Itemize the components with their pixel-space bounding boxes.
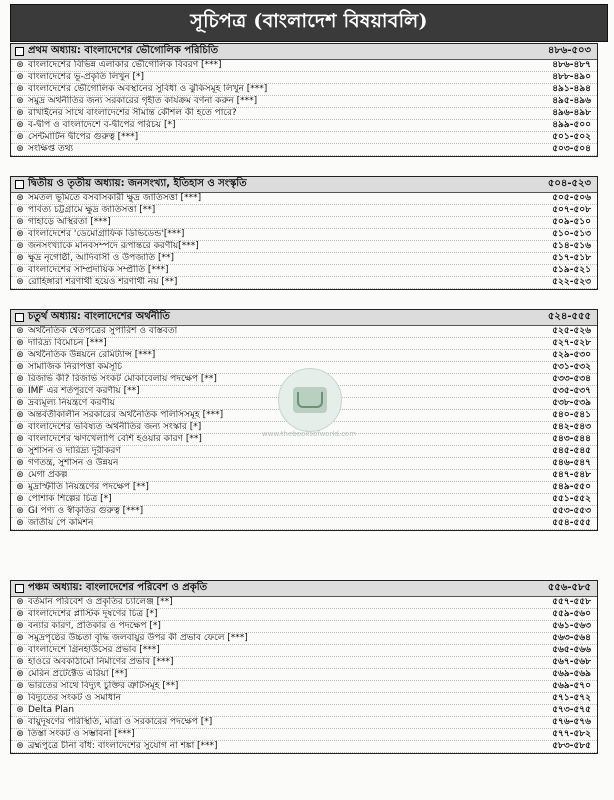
toc-entry-pages: ৫১৯-৫২১ — [552, 265, 591, 275]
toc-entry-text: সমুদ্রপৃষ্ঠের উচ্চতা বৃদ্ধি জলবায়ুর উপর কী প্রভাব ফেলে [***] — [28, 633, 248, 643]
toc-entry-left — [15, 669, 127, 680]
toc-entry-pages: ৫০৫-৫০৬ — [552, 193, 591, 203]
toc-entry-left — [15, 609, 158, 620]
bullet-icon: ⊛ — [16, 446, 24, 456]
toc-entry-text: সেন্টমার্টিন দ্বীপের গুরুত্ব [***] — [28, 132, 139, 142]
toc-entry-left — [15, 253, 174, 264]
toc-entry-left — [15, 470, 67, 481]
bullet-icon: ⊛ — [16, 132, 24, 142]
watermark-logo — [278, 368, 342, 432]
bullet-icon: ⊛ — [16, 374, 24, 384]
toc-entry — [11, 84, 597, 96]
toc-entry — [11, 193, 597, 205]
toc-entry — [11, 597, 597, 609]
bullet-icon: ⊛ — [16, 120, 24, 130]
toc-entry-text: রাখাইনের সাথে বাংলাদেশের সীমান্ত কৌশল কী হতে পারে? — [28, 108, 237, 118]
toc-entry-text: জাতীয় পে কমিশন — [28, 518, 94, 528]
toc-entry-left — [15, 132, 138, 143]
toc-entry — [11, 705, 597, 717]
toc-entry-left — [15, 205, 155, 216]
toc-entry-left — [15, 482, 149, 493]
toc-entry-pages: ৫২৯-৫৩০ — [552, 350, 591, 360]
toc-entry-text: তিস্তা সংকট ও সম্ভাবনা [***] — [28, 729, 135, 739]
bullet-icon: ⊛ — [16, 253, 24, 263]
chapter-title: প্রথম অধ্যায়: বাংলাদেশের ভৌগোলিক পরিচিতি — [28, 45, 219, 56]
toc-entry-left — [15, 108, 237, 119]
toc-entry-pages: ৫৪৬-৫৪৭ — [552, 458, 591, 468]
toc-entry — [11, 506, 597, 518]
section-chapter-2-3 — [10, 176, 598, 290]
bullet-icon: ⊛ — [16, 494, 24, 504]
bullet-icon: ⊛ — [16, 229, 24, 239]
toc-entry-left — [15, 277, 177, 288]
page-title-banner — [10, 4, 608, 42]
bullet-icon: ⊛ — [16, 633, 24, 643]
checkbox-icon — [15, 584, 24, 593]
bullet-icon: ⊛ — [16, 434, 24, 444]
toc-entry-left — [15, 446, 121, 457]
toc-entry — [11, 657, 597, 669]
toc-entry — [11, 645, 597, 657]
chapter-title-wrap — [15, 176, 247, 193]
bullet-icon: ⊛ — [16, 326, 24, 336]
chapter-title-wrap — [15, 43, 218, 60]
toc-entry — [11, 458, 597, 470]
toc-entry-text: IMF এর শর্তপূরণে করণীয় [**] — [28, 386, 140, 396]
bullet-icon: ⊛ — [16, 96, 24, 106]
toc-entry-pages: ৫০৭-৫০৮ — [552, 205, 591, 215]
toc-entry — [11, 681, 597, 693]
toc-entry-text: বাংলাদেশের ভূ-প্রকৃতি লিখুন [*] — [28, 72, 145, 82]
chapter-header — [11, 581, 597, 597]
page-title: সূচিপত্র (বাংলাদেশ বিষয়াবলি) — [190, 10, 428, 32]
bullet-icon: ⊛ — [16, 506, 24, 516]
chapter-title: চতুর্থ অধ্যায়: বাংলাদেশের অর্থনীতি — [28, 311, 170, 322]
chapter-header — [11, 310, 597, 326]
bullet-icon: ⊛ — [16, 277, 24, 287]
toc-entry-pages: ৫৫৭-৫৫৮ — [552, 597, 591, 607]
toc-entry-text: মুদ্রাস্ফীতি নিয়ন্ত্রণের পদক্ষেপ [**] — [28, 482, 149, 492]
toc-entry-pages: ৫০৯-৫১০ — [552, 217, 591, 227]
toc-entry-pages: ৫১৭-৫১৮ — [552, 253, 591, 263]
book-icon — [293, 387, 327, 413]
chapter-pages: ৫০৪-৫২৩ — [547, 178, 591, 189]
toc-entry-left — [15, 681, 178, 692]
toc-entry-left — [15, 645, 160, 656]
toc-entry-pages: ৫৭৩-৫৭৫ — [552, 705, 591, 715]
toc-entry-pages: ৫৫৪-৫৫৫ — [552, 518, 591, 528]
toc-entry-pages: ৫৩৫-৫৩৭ — [552, 386, 591, 396]
toc-entry-text: অন্তর্বর্তীকালীন সরকারের অর্থনৈতিক পলিসিসমূহ [***] — [28, 410, 224, 420]
toc-entry-text: ব-দ্বীপ ও বাংলাদেশে ব-দ্বীপের পরিচয় [*] — [28, 120, 176, 130]
toc-entry-left — [15, 326, 177, 337]
chapter-pages: ৫৫৬-৫৮৫ — [547, 582, 591, 593]
watermark-text: www.thebooksofworld.com — [262, 430, 357, 438]
toc-entry-text: বাংলাদেশের ভৌগোলিক অবস্থানের সুবিধা ও ঝুঁকিসমূহ লিখুন [***] — [28, 84, 268, 94]
bullet-icon: ⊛ — [16, 482, 24, 492]
bullet-icon: ⊛ — [16, 205, 24, 215]
toc-entry-pages: ৪৮৬-৪৮৭ — [552, 60, 591, 70]
toc-entry-left — [15, 597, 173, 608]
bullet-icon: ⊛ — [16, 741, 24, 751]
bullet-icon: ⊛ — [16, 458, 24, 468]
bullet-icon: ⊛ — [16, 84, 24, 94]
bullet-icon: ⊛ — [16, 669, 24, 679]
toc-entry-pages: ৫০৩-৫০৪ — [552, 144, 591, 154]
chapter-title: পঞ্চম অধ্যায়: বাংলাদেশের পরিবেশ ও প্রকৃতি — [28, 582, 208, 593]
toc-entry-text: ব্রহ্মপুত্রে চীনা বাঁধ: বাংলাদেশের সুযোগ না শঙ্কা [***] — [28, 741, 218, 751]
toc-entry — [11, 693, 597, 705]
toc-entry-pages: ৫৪০-৫৪১ — [552, 410, 591, 420]
toc-entry-pages: ৫৪৯-৫৫০ — [552, 482, 591, 492]
chapter-title-wrap — [15, 309, 170, 326]
toc-entry-pages: ৫৭৭-৫৮২ — [552, 729, 591, 739]
toc-entry-left — [15, 434, 202, 445]
toc-entry-text: পোশাক শিল্পের চিত্র [*] — [28, 494, 112, 504]
toc-entry-left — [15, 72, 144, 83]
bullet-icon: ⊛ — [16, 386, 24, 396]
toc-entry — [11, 621, 597, 633]
toc-entry-left — [15, 657, 173, 668]
toc-entry — [11, 253, 597, 265]
bullet-icon: ⊛ — [16, 362, 24, 372]
toc-entry-text: মেরিন প্রটেক্টেড এরিয়া [**] — [28, 669, 128, 679]
checkbox-icon — [15, 180, 24, 189]
toc-entry-text: রোহিঙ্গারা শরণার্থী হয়েও শরণার্থী নয় [**] — [28, 277, 178, 287]
toc-entry-text: গণতন্ত্র, সুশাসন ও উন্নয়ন — [28, 458, 119, 468]
toc-entry — [11, 741, 597, 753]
toc-entry-text: বাংলাদেশের ভবিষ্যত অর্থনীতির জন্য সংস্কার [*] — [28, 422, 202, 432]
toc-entry-pages: ৫৪৫-৫৪৫ — [552, 446, 591, 456]
toc-entry-text: পার্বত্য চট্টগ্রামে ক্ষুদ্র জাতিসত্তা [**] — [28, 205, 156, 215]
toc-entry-text: দারিদ্র্য বিমোচন [***] — [28, 338, 107, 348]
toc-entry-text: রিজার্ভ কী? রিজার্ভ সংকট মোকাবেলায় পদক্ষেপ [**] — [28, 374, 217, 384]
toc-entry-pages: ৫৫৩-৫৫৩ — [552, 506, 591, 516]
toc-entry-text: বাংলাদেশের বিভিন্ন এলাকার ভৌগোলিক বিবরণ [***] — [28, 60, 222, 70]
toc-entry-text: বিদ্যুতের সংকট ও সমাধান — [28, 693, 122, 703]
toc-entry-left — [15, 621, 161, 632]
toc-entry-pages: ৪৯৯-৫০০ — [552, 120, 591, 130]
bullet-icon: ⊛ — [16, 193, 24, 203]
chapter-title: দ্বিতীয় ও তৃতীয় অধ্যায়: জনসংখ্যা, ইতিহাস ও সংস্কৃতি — [28, 178, 247, 189]
bullet-icon: ⊛ — [16, 422, 24, 432]
toc-entry-text: বাংলাদেশের 'ডেমোগ্রাফিক ডিভিডেন্ড'[***] — [28, 229, 185, 239]
toc-entry-pages: ৫৬৩-৫৬৪ — [552, 633, 591, 643]
toc-entry — [11, 717, 597, 729]
toc-entry-pages: ৫২২-৫২৩ — [552, 277, 591, 287]
toc-entry-text: গাহাড়ে অস্থিরতা [***] — [28, 217, 111, 227]
bullet-icon: ⊛ — [16, 681, 24, 691]
toc-entry-text: অর্থনৈতিক উন্নয়নে রেমিট্যান্স [***] — [28, 350, 156, 360]
toc-entry-left — [15, 729, 135, 740]
toc-entry-pages: ৫৬১-৫৬৩ — [552, 621, 591, 631]
toc-entry — [11, 482, 597, 494]
toc-entry-pages: ৫৩৮-৫৩৯ — [552, 398, 591, 408]
toc-entry-left — [15, 410, 223, 421]
checkbox-icon — [15, 313, 24, 322]
toc-entry-pages: ৫৩৩-৫৩৪ — [552, 374, 591, 384]
toc-entry-left — [15, 705, 74, 716]
toc-entry-pages: ৫৫৯-৫৬০ — [552, 609, 591, 619]
toc-entry — [11, 633, 597, 645]
toc-entry — [11, 446, 597, 458]
bullet-icon: ⊛ — [16, 350, 24, 360]
toc-entry — [11, 108, 597, 120]
toc-entry-text: বাংলাদেশের সাম্প্রদায়িক সম্প্রীতি [***] — [28, 265, 169, 275]
toc-entry-text: হাওরে অবকাঠামো নির্মাণের প্রভাব [***] — [28, 657, 174, 667]
toc-entry-left — [15, 120, 175, 131]
toc-entry-text: সমুদ্র অর্থনীতির জন্য সরকারের গৃহীত কার্যক্রম বর্ণনা করুন [***] — [28, 96, 258, 106]
toc-entry — [11, 729, 597, 741]
bullet-icon: ⊛ — [16, 265, 24, 275]
bullet-icon: ⊛ — [16, 717, 24, 727]
toc-entry-pages: ৫৪৩-৫৪৪ — [552, 434, 591, 444]
toc-entry — [11, 96, 597, 108]
toc-entry-pages: ৪৯৬-৪৯৮ — [552, 108, 591, 118]
bullet-icon: ⊛ — [16, 609, 24, 619]
section-chapter-5 — [10, 580, 598, 754]
toc-entry — [11, 494, 597, 506]
toc-entry-pages: ৪৮৮-৪৯০ — [552, 72, 591, 82]
toc-entry-pages: ৫৪৭-৫৪৮ — [552, 470, 591, 480]
checkbox-icon — [15, 47, 24, 56]
toc-entry-text: Delta Plan — [28, 705, 75, 715]
toc-entry-text: বাংলাদেশে গ্রিনহাউসের প্রভাব [***] — [28, 645, 160, 655]
bullet-icon: ⊛ — [16, 410, 24, 420]
toc-entry-text: সংক্ষিপ্ত তথ্য — [28, 144, 74, 154]
toc-entry-left — [15, 693, 121, 704]
toc-entry-pages: ৫৮৩-৫৮৫ — [552, 741, 591, 751]
toc-entry — [11, 229, 597, 241]
toc-entry — [11, 205, 597, 217]
toc-entry-text: সমতল ভূমিতে বসবাসকারী ক্ষুদ্র জাতিসত্তা [***] — [28, 193, 202, 203]
toc-entry-left — [15, 241, 199, 252]
toc-entry-left — [15, 717, 212, 728]
toc-entry-pages: ৫০১-৫০২ — [552, 132, 591, 142]
bullet-icon: ⊛ — [16, 241, 24, 251]
toc-entry — [11, 265, 597, 277]
bullet-icon: ⊛ — [16, 693, 24, 703]
chapter-pages: ৫২৪-৫৫৫ — [547, 311, 591, 322]
toc-entry — [11, 609, 597, 621]
toc-entry — [11, 144, 597, 156]
toc-entry-left — [15, 338, 107, 349]
toc-entry-pages: ৫৪২-৫৪৩ — [552, 422, 591, 432]
toc-entry — [11, 518, 597, 530]
toc-entry — [11, 72, 597, 84]
toc-entry — [11, 60, 597, 72]
bullet-icon: ⊛ — [16, 470, 24, 480]
toc-entry-pages: ৫১০-৫১৩ — [552, 229, 591, 239]
toc-entry-text: বায়ুদূষণের পরিস্থিতি, মাত্রা ও সরকারের পদক্ষেপ [*] — [28, 717, 213, 727]
toc-entry — [11, 326, 597, 338]
toc-entry-text: জনসংখ্যাকে মানবসম্পদে রূপান্তরে করণীয়[***] — [28, 241, 199, 251]
toc-entry-pages: ৫৩১-৫৩২ — [552, 362, 591, 372]
toc-entry — [11, 241, 597, 253]
bullet-icon: ⊛ — [16, 645, 24, 655]
toc-entry-text: সামাজিক নিরাপত্তা কর্মসূচি — [28, 362, 123, 372]
toc-entry-left — [15, 96, 257, 107]
bullet-icon: ⊛ — [16, 657, 24, 667]
toc-entry-text: ভারতের সাথে বিদ্যুৎ চুক্তির ত্রুটিসমূহ [**] — [28, 681, 179, 691]
bullet-icon: ⊛ — [16, 72, 24, 82]
toc-entry-pages: ৫২৫-৫২৬ — [552, 326, 591, 336]
toc-entry-left — [15, 741, 218, 752]
toc-entry-pages: ৪৯১-৪৯৪ — [552, 84, 591, 94]
toc-entry-text: বাংলাদেশের প্লাস্টিক দূষণের চিত্র [*] — [28, 609, 158, 619]
bullet-icon: ⊛ — [16, 729, 24, 739]
chapter-title-wrap — [15, 580, 207, 597]
toc-entry — [11, 132, 597, 144]
toc-entry-text: বন্যার কারণ, প্রতিকার ও পদক্ষেপ [*] — [28, 621, 161, 631]
toc-entry — [11, 350, 597, 362]
bullet-icon: ⊛ — [16, 621, 24, 631]
toc-entry-left — [15, 374, 217, 385]
toc-entry-left — [15, 193, 201, 204]
toc-entry-left — [15, 362, 122, 373]
bullet-icon: ⊛ — [16, 398, 24, 408]
toc-entry — [11, 669, 597, 681]
toc-entry-left — [15, 633, 248, 644]
toc-entry — [11, 470, 597, 482]
toc-entry-left — [15, 386, 140, 397]
toc-entry-pages: ৫২৭-৫২৮ — [552, 338, 591, 348]
toc-entry-left — [15, 350, 155, 361]
toc-entry-left — [15, 506, 143, 517]
toc-entry-left — [15, 229, 184, 240]
toc-entry-text: GI পণ্য ও স্বীকৃতির গুরুত্ব [***] — [28, 506, 144, 516]
toc-entry-pages: ৫৭১-৫৭২ — [552, 693, 591, 703]
bullet-icon: ⊛ — [16, 60, 24, 70]
toc-entry-pages: ৫৬৯-৫৬৯ — [552, 669, 591, 679]
toc-entry-left — [15, 265, 168, 276]
bullet-icon: ⊛ — [16, 108, 24, 118]
toc-entry-text: অর্থনৈতিক শ্বেতপত্রের সুপারিশ ও বাস্তবতা — [28, 326, 178, 336]
section-chapter-1 — [10, 43, 598, 157]
bullet-icon: ⊛ — [16, 217, 24, 227]
toc-entry-left — [15, 217, 111, 228]
bullet-icon: ⊛ — [16, 338, 24, 348]
toc-entry-text: বাংলাদেশের ঋণখেলাপি বেশি হওয়ার কারণ [**] — [28, 434, 202, 444]
toc-entry-pages: ৫৬৭-৫৬৮ — [552, 657, 591, 667]
chapter-pages: ৪৮৬-৫০৩ — [547, 45, 591, 56]
toc-entry-left — [15, 398, 115, 409]
toc-entry-text: মেগা প্রকল্প — [28, 470, 68, 480]
toc-entry-left — [15, 144, 73, 155]
toc-entry-pages: ৫৭৬-৫৭৬ — [552, 717, 591, 727]
toc-entry-left — [15, 494, 112, 505]
chapter-header — [11, 177, 597, 193]
bullet-icon: ⊛ — [16, 144, 24, 154]
toc-entry-pages: ৫৬৫-৫৬৬ — [552, 645, 591, 655]
toc-entry — [11, 217, 597, 229]
bullet-icon: ⊛ — [16, 705, 24, 715]
toc-entry-text: সুশাসন ও দারিদ্র্য দূরীকরণ — [28, 446, 121, 456]
toc-entry-left — [15, 84, 267, 95]
toc-entry-pages: ৫৫১-৫৫২ — [552, 494, 591, 504]
bullet-icon: ⊛ — [16, 518, 24, 528]
toc-entry-text: ক্ষুদ্র নৃগোষ্ঠী, আদিবাসী ও উপজাতি [**] — [28, 253, 175, 263]
toc-entry-left — [15, 518, 93, 529]
toc-entry-left — [15, 458, 118, 469]
toc-entry-pages: ৫৬৯-৫৭০ — [552, 681, 591, 691]
toc-entry — [11, 120, 597, 132]
toc-entry — [11, 338, 597, 350]
toc-entry — [11, 277, 597, 289]
toc-entry-text: দ্রব্যমূল্য নিয়ন্ত্রণে করণীয় — [28, 398, 115, 408]
toc-entry-pages: ৪৯৫-৪৯৬ — [552, 96, 591, 106]
toc-entry-left — [15, 60, 222, 71]
chapter-header — [11, 44, 597, 60]
toc-entry-pages: ৫১৪-৫১৬ — [552, 241, 591, 251]
toc-entry-text: বর্তমান পরিবেশ ও প্রকৃতির চ্যালেঞ্জ [**] — [28, 597, 173, 607]
bullet-icon: ⊛ — [16, 597, 24, 607]
toc-entry-left — [15, 422, 201, 433]
